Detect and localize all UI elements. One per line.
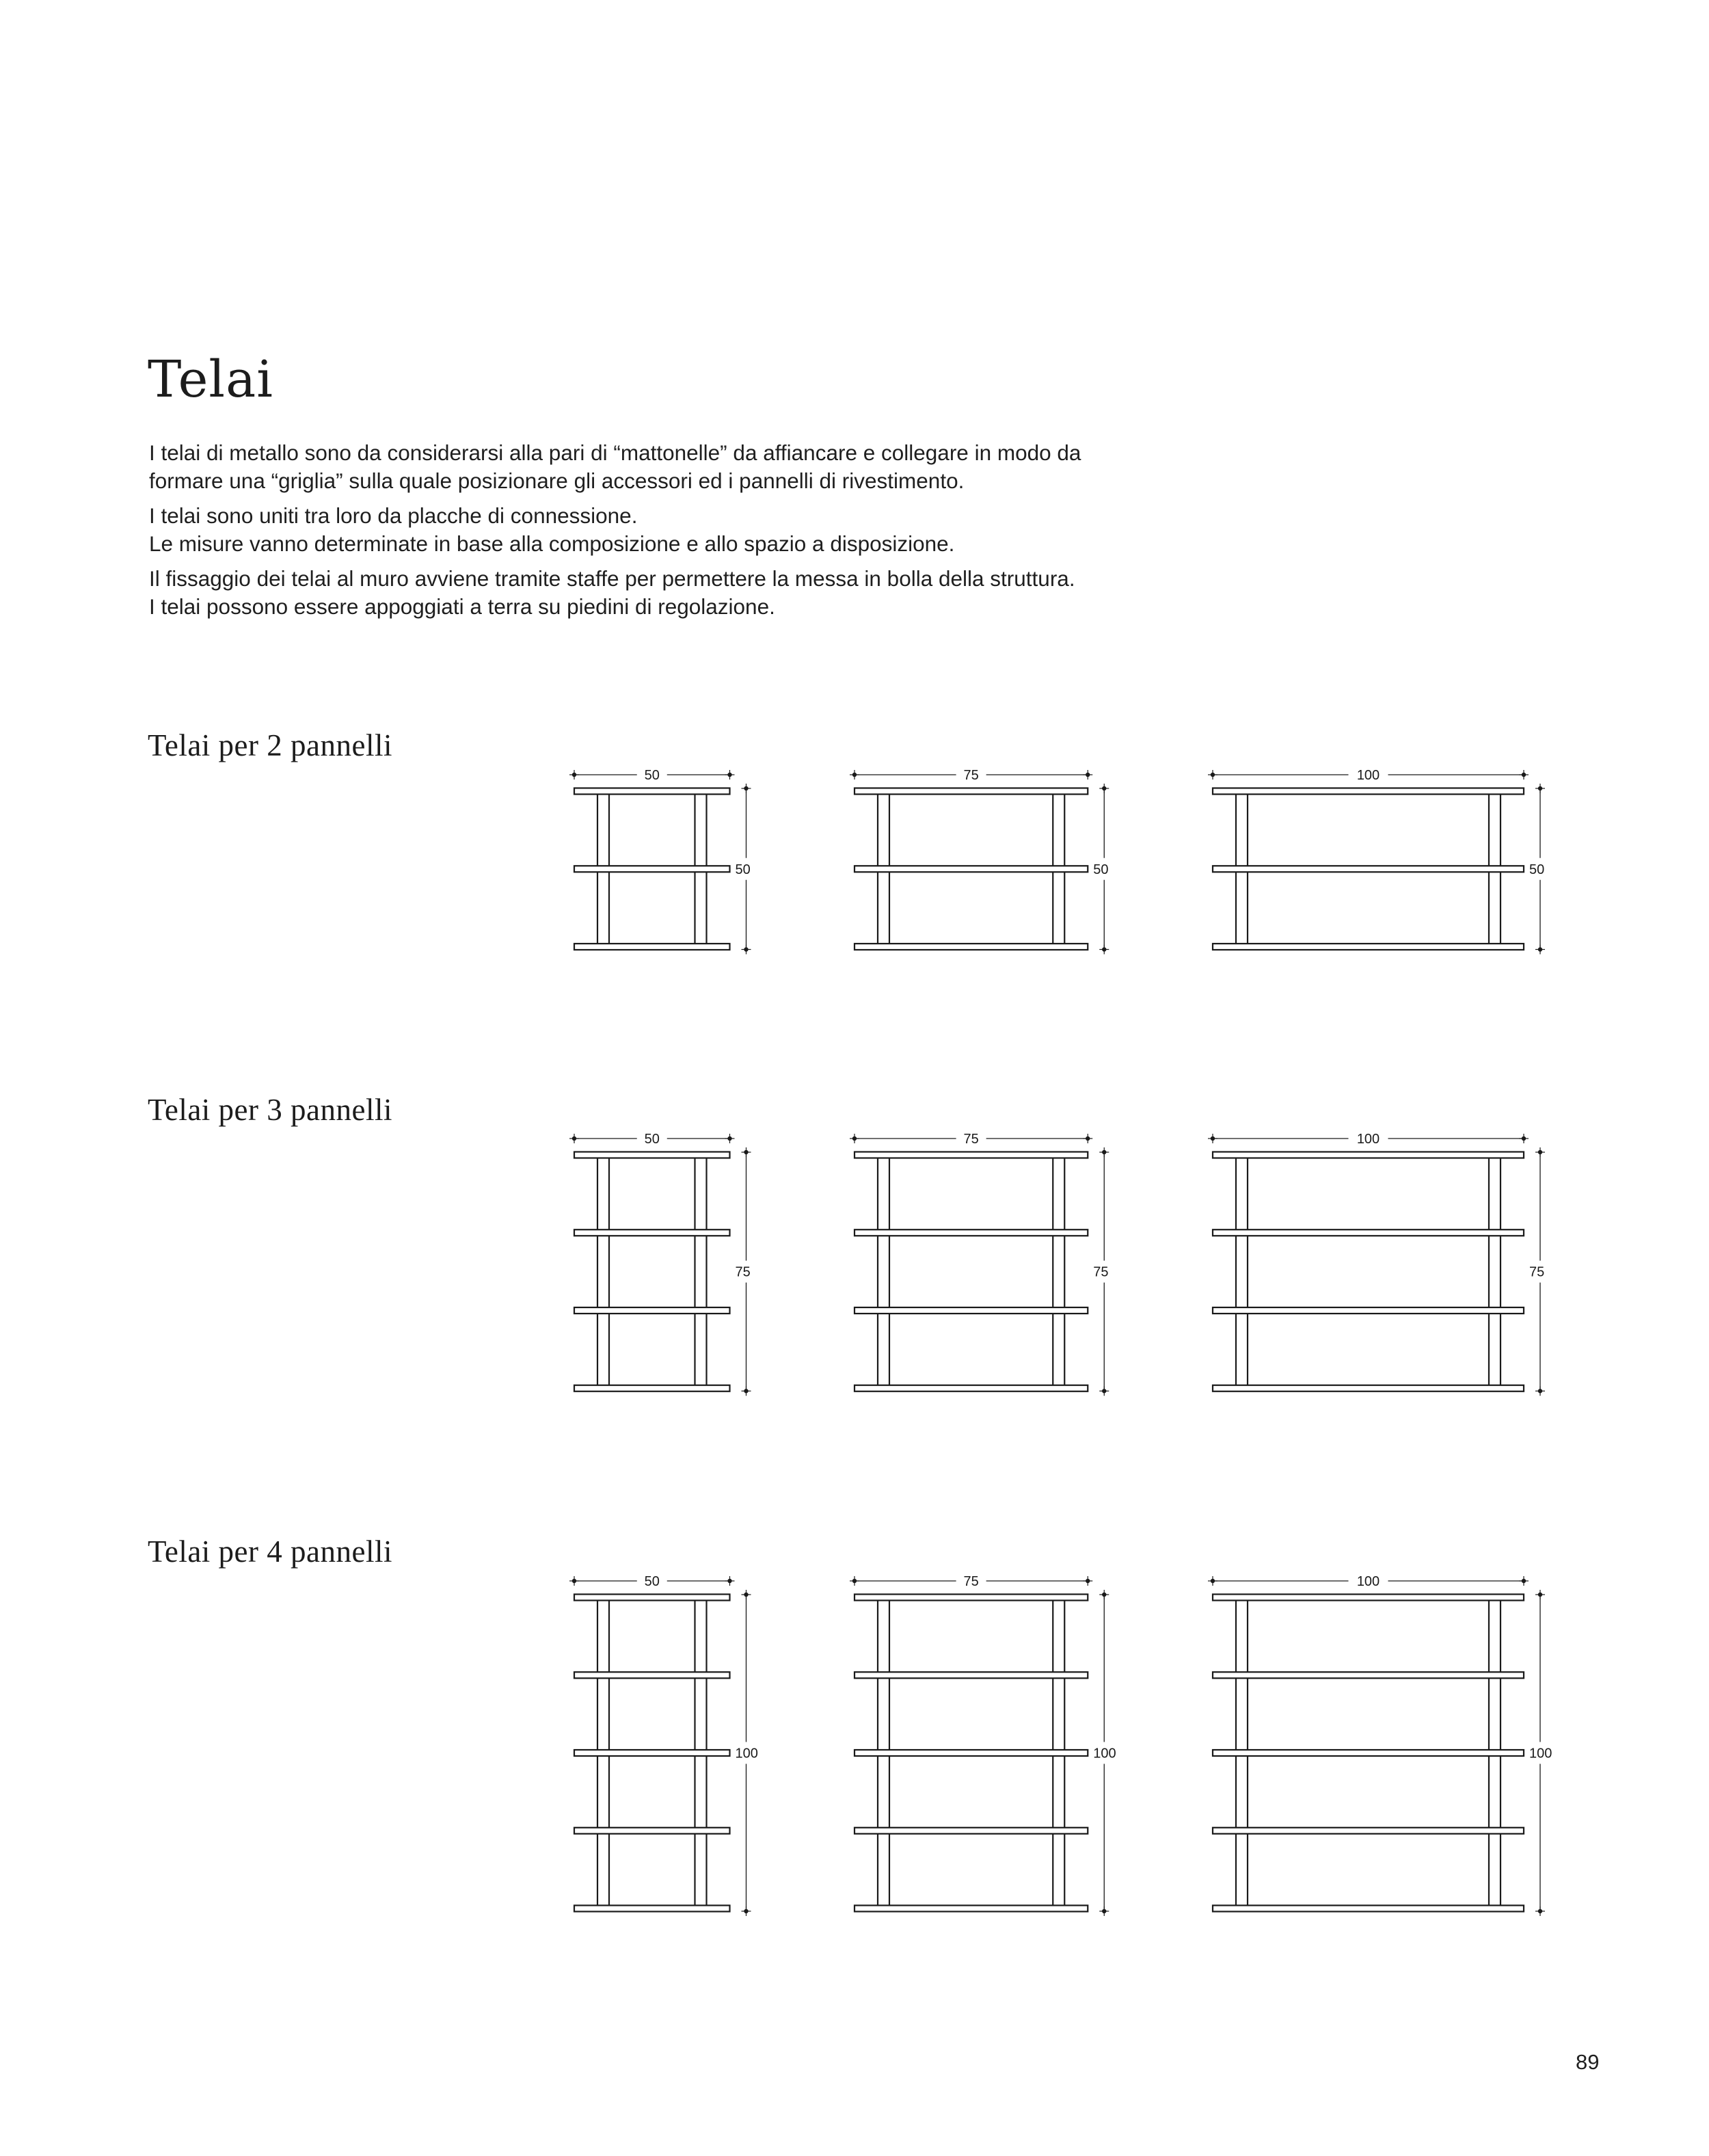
- frame-rail: [1213, 1229, 1524, 1236]
- width-label: 100: [1356, 768, 1380, 783]
- frame-rail: [1213, 1152, 1524, 1158]
- frame-rail: [574, 1672, 730, 1678]
- text-line: I telai possono essere appoggiati a terra su piedini di regolazione.: [149, 594, 775, 619]
- height-label: 100: [1529, 1746, 1552, 1761]
- page-number: 89: [1576, 2050, 1600, 2074]
- frame-post: [1489, 1155, 1501, 1388]
- height-label: 75: [1093, 1264, 1109, 1280]
- frame-rail: [574, 1385, 730, 1392]
- height-label: 100: [735, 1746, 758, 1761]
- frame-rail: [574, 1595, 730, 1601]
- frame-rail: [854, 1750, 1088, 1756]
- section-title-3-panels: Telai per 3 pannelli: [148, 1093, 392, 1127]
- frame-rail: [1213, 788, 1524, 795]
- height-label: 50: [735, 862, 751, 877]
- frame-rail: [574, 944, 730, 950]
- frame-rail: [1213, 1828, 1524, 1834]
- width-label: 75: [963, 1574, 979, 1589]
- frame-rail: [854, 1152, 1088, 1158]
- frame-rail: [854, 1672, 1088, 1678]
- page-title: Telai: [148, 350, 273, 409]
- frame-rail: [854, 1229, 1088, 1236]
- frame-post: [1236, 1155, 1248, 1388]
- frame-rail: [1213, 1385, 1524, 1392]
- text-line: Il fissaggio dei telai al muro avviene tramite staffe per permettere la messa in bolla della struttura.: [149, 566, 1075, 591]
- frame-post: [597, 1155, 609, 1388]
- frame-rail: [1213, 1906, 1524, 1912]
- frame-rail: [574, 1152, 730, 1158]
- text-line: Le misure vanno determinate in base alla composizione e allo spazio a disposizione.: [149, 531, 955, 556]
- frame-rail: [854, 1595, 1088, 1601]
- frame-rail: [574, 788, 730, 795]
- height-label: 100: [1093, 1746, 1116, 1761]
- section-title-2-panels: Telai per 2 pannelli: [148, 728, 392, 762]
- frame-rail: [1213, 866, 1524, 872]
- frame-rail: [574, 1229, 730, 1236]
- frame-rail: [1213, 1750, 1524, 1756]
- frame-rail: [1213, 1595, 1524, 1601]
- frame-rail: [854, 866, 1088, 872]
- text-line: I telai sono uniti tra loro da placche di connessione.: [149, 503, 638, 528]
- height-label: 75: [735, 1264, 751, 1280]
- height-label: 75: [1529, 1264, 1545, 1280]
- text-line: I telai di metallo sono da considerarsi alla pari di “mattonelle” da affiancare e collegare in modo da: [149, 440, 1081, 465]
- frame-rail: [574, 1828, 730, 1834]
- section-title-4-panels: Telai per 4 pannelli: [148, 1534, 392, 1569]
- frame-rail: [574, 1906, 730, 1912]
- frame-post: [695, 1155, 707, 1388]
- frame-rail: [854, 788, 1088, 795]
- width-label: 75: [963, 1132, 979, 1147]
- width-label: 100: [1356, 1132, 1380, 1147]
- frame-rail: [1213, 944, 1524, 950]
- width-label: 50: [644, 1574, 660, 1589]
- frame-post: [1053, 1155, 1064, 1388]
- width-label: 50: [644, 1132, 660, 1147]
- frame-rail: [854, 1906, 1088, 1912]
- frame-rail: [1213, 1307, 1524, 1314]
- height-label: 50: [1529, 862, 1545, 877]
- frame-rail: [574, 1307, 730, 1314]
- width-label: 50: [644, 768, 660, 783]
- width-label: 100: [1356, 1574, 1380, 1589]
- frame-rail: [574, 866, 730, 872]
- height-label: 50: [1093, 862, 1109, 877]
- frame-rail: [854, 1385, 1088, 1392]
- frame-rail: [854, 1828, 1088, 1834]
- frame-post: [878, 1155, 889, 1388]
- frame-rail: [574, 1750, 730, 1756]
- width-label: 75: [963, 768, 979, 783]
- frame-rail: [1213, 1672, 1524, 1678]
- frame-rail: [854, 944, 1088, 950]
- text-line: formare una “griglia” sulla quale posizionare gli accessori ed i pannelli di rivestimento.: [149, 468, 965, 493]
- frame-rail: [854, 1307, 1088, 1314]
